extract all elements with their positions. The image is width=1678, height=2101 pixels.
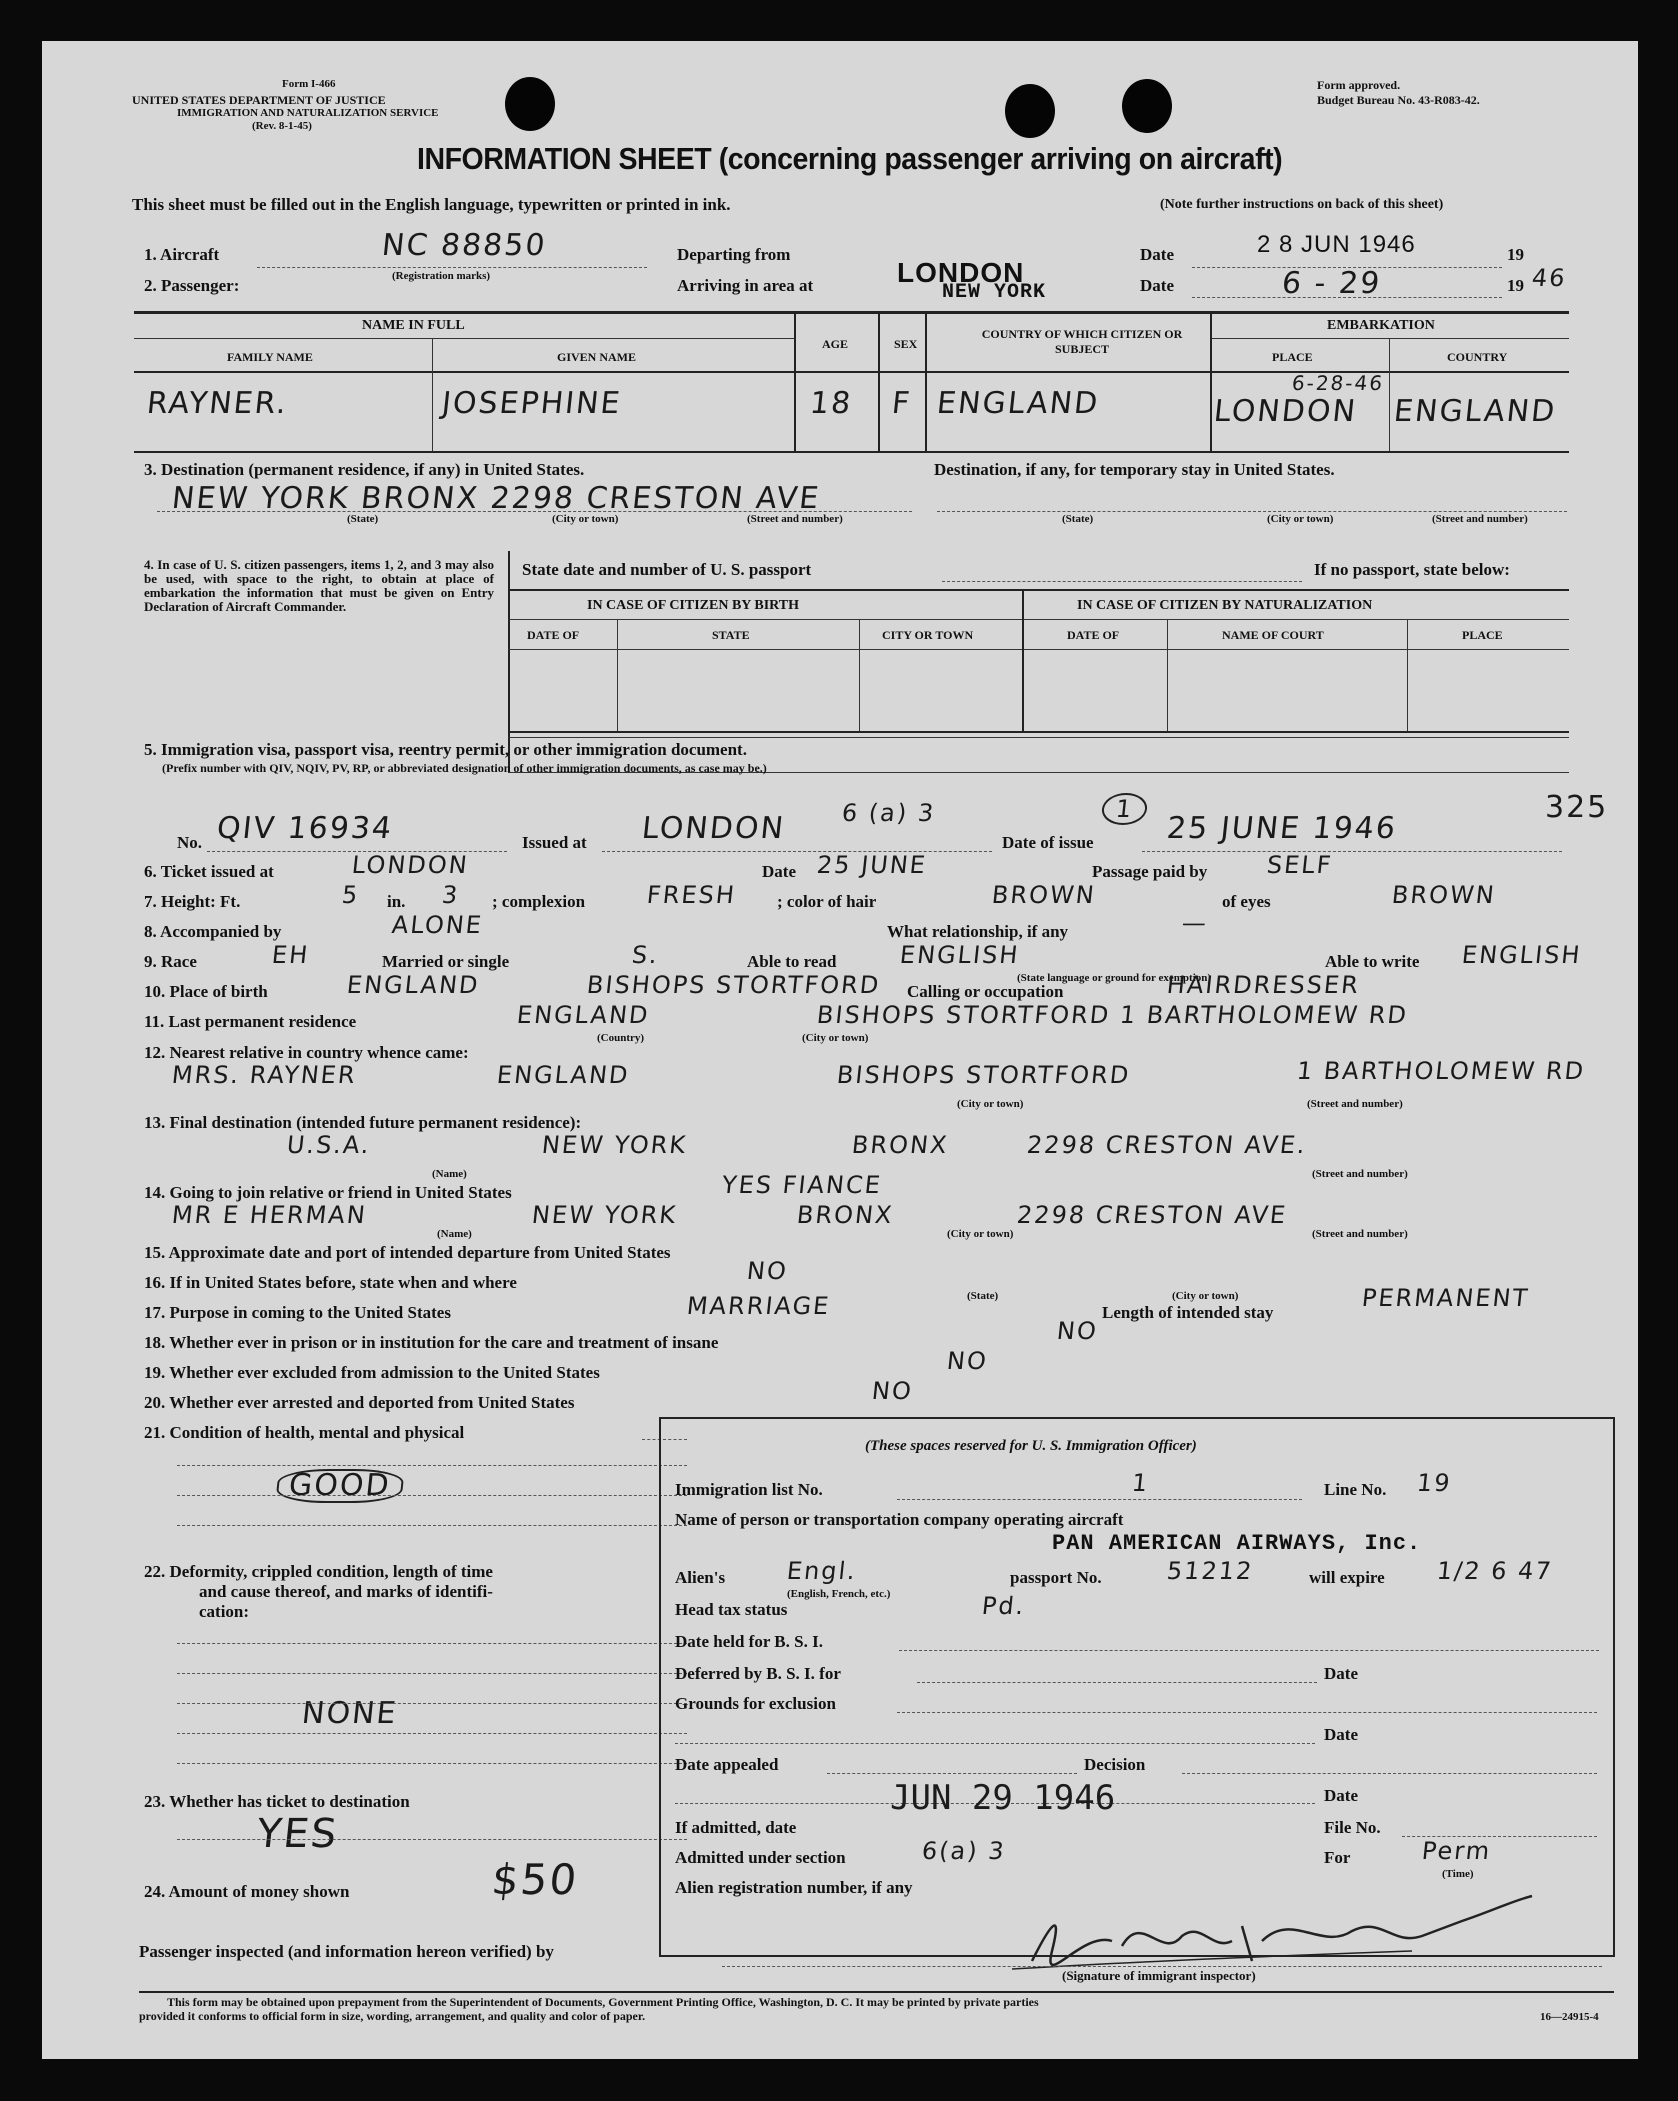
deformity-line-4 [177,1733,687,1734]
name-in-full-header: NAME IN FULL [362,318,465,333]
final-country-value: U.S.A. [285,1131,373,1159]
destination-state-caption: (State) [347,513,379,525]
deported-value: NO [870,1377,915,1405]
line-number-label: Line No. [1324,1480,1387,1499]
date-of-issue-line [1142,851,1562,852]
departing-label: Departing from [677,245,791,264]
eye-color-value: BROWN [1390,881,1498,909]
height-inches-label: in. [387,892,406,911]
birth-city-header: CITY OR TOWN [882,628,974,642]
health-line-4 [177,1525,687,1526]
length-of-stay-label: Length of intended stay [1102,1303,1274,1322]
age-value: 18 [808,386,855,421]
health-line-2 [177,1465,687,1466]
time-caption: (Time) [1442,1868,1474,1880]
embarkation-place-value: LONDON [1212,394,1359,429]
purpose-value: MARRIAGE [685,1292,832,1320]
admitted-date-stamp: JUN 29 1946 [890,1778,1116,1818]
aircraft-line [257,267,647,268]
passenger-label: 2. Passenger: [144,276,240,295]
passport-number-label: passport No. [1010,1568,1102,1587]
back-note: (Note further instructions on back of this sheet) [1160,197,1444,212]
destination-line [157,511,912,512]
visa-section-value: 6 (a) 3 [840,799,937,827]
relative-city-value: BISHOPS STORTFORD [835,1061,1132,1089]
operator-value: PAN AMERICAN AIRWAYS, Inc. [1052,1531,1422,1556]
age-header: AGE [822,337,849,351]
us-passport-label: State date and number of U. S. passport [522,560,812,579]
joining-state-value: NEW YORK [530,1201,679,1229]
r17-city-caption: (City or town) [1172,1290,1239,1302]
relationship-value: — [1180,909,1210,937]
aircraft-label: 1. Aircraft [144,245,220,264]
health-label: 21. Condition of health, mental and physical [144,1423,465,1442]
row4-col-2 [859,619,860,731]
sex-value: F [890,386,914,421]
grounds-label: Grounds for exclusion [675,1694,836,1713]
operator-label: Name of person or transportation company operating aircraft [675,1510,1124,1529]
row4-bottom-rule [508,731,1569,733]
immigration-list-value: 1 [1130,1469,1151,1497]
punch-hole-center [1005,84,1055,138]
admitted-date-label: If admitted, date [675,1818,797,1837]
bsi-deferred-line [917,1682,1317,1683]
family-name-value: RAYNER. [145,386,290,421]
signature-caption: (Signature of immigrant inspector) [1062,1968,1256,1983]
date-of-issue-value: 25 JUNE 1946 [1165,811,1399,846]
grounds-line-2 [675,1743,1315,1744]
married-value: S. [630,941,661,969]
passport-expire-value: 1/2 6 47 [1435,1557,1555,1585]
col-divider-6 [1389,338,1390,451]
destination-label: 3. Destination (permanent residence, if any) in United States. [144,460,585,479]
deformity-line-3 [177,1703,687,1704]
information-sheet-form [42,41,1638,2059]
head-tax-label: Head tax status [675,1600,788,1619]
arriving-value: NEW YORK [942,281,1047,304]
r14-city-caption: (City or town) [947,1228,1014,1240]
footer-notice-line2: provided it conforms to official form in size, wording, arrangement, and quality and color of paper. [139,2009,646,2023]
relationship-label: What relationship, if any [887,922,1069,941]
money-shown-value: $50 [489,1855,581,1904]
row4-col-1 [617,619,618,731]
deformity-label: 22. Deformity, crippled condition, length of time [144,1562,493,1581]
r12-city-caption: (City or town) [957,1098,1024,1110]
ticket-date-value: 25 JUNE [815,851,929,879]
arrival-date-label: Date [1140,276,1174,295]
given-name-header: GIVEN NAME [557,350,637,364]
naturalization-place-header: PLACE [1462,628,1503,642]
registration-marks-caption: (Registration marks) [392,270,491,282]
place-of-birth-label: 10. Place of birth [144,982,268,1001]
deformity-label-line2: and cause thereof, and marks of identifi- [199,1582,493,1601]
row4-bottom-rule-2 [508,737,1569,738]
passage-paid-value: SELF [1265,851,1335,879]
married-label: Married or single [382,952,510,971]
embarkation-header: EMBARKATION [1327,318,1435,333]
arriving-label: Arriving in area at [677,276,814,295]
arrival-year-prefix: 19 [1507,276,1524,295]
form-approved: Form approved. [1317,78,1401,92]
arrival-year-value: 46 [1530,264,1569,292]
last-residence-address-value: BISHOPS STORTFORD 1 BARTHOLOMEW RD [815,1001,1410,1029]
occupation-value: HAIRDRESSER [1165,971,1362,999]
us-passport-line [942,581,1302,582]
birth-city-value: BISHOPS STORTFORD [585,971,882,999]
table-top-border [134,311,1569,314]
immigration-document-label: 5. Immigration visa, passport visa, reentry permit, or other immigration document. [144,740,747,759]
r13-name-caption: (Name) [432,1168,467,1180]
aircraft-value: NC 88850 [380,228,549,263]
aliens-language-caption: (English, French, etc.) [787,1588,891,1600]
punch-hole-right [1122,79,1172,133]
for-label: For [1324,1848,1351,1867]
document-prefix-note: (Prefix number with QIV, NQIV, PV, RP, or abbreviated designation of other immigration documents, as case may be.) [162,761,767,775]
signature-line [722,1966,1602,1967]
height-feet-value: 5 [340,881,361,909]
passport-number-value: 51212 [1165,1557,1255,1585]
col-divider-1 [432,338,433,451]
final-state-value: NEW YORK [540,1131,689,1159]
citizen-by-naturalization-header: IN CASE OF CITIZEN BY NATURALIZATION [1077,598,1373,613]
ticket-destination-line [177,1839,687,1840]
decision-line [1182,1773,1597,1774]
given-name-value: JOSEPHINE [440,386,624,421]
instruction-text: This sheet must be filled out in the English language, typewritten or printed in ink. [132,195,731,214]
date-of-issue-label: Date of issue [1002,833,1094,852]
arrival-date-line [1192,297,1502,298]
embarkation-date-value: 6-28-46 [1290,371,1386,395]
issued-at-line [602,851,992,852]
grounds-line-1 [897,1712,1597,1713]
height-label: 7. Height: Ft. [144,892,241,911]
page-title: INFORMATION SHEET (concerning passenger arriving on aircraft) [417,141,1283,176]
destination-value: NEW YORK BRONX 2298 CRESTON AVE [170,481,823,516]
relative-name-value: MRS. RAYNER [170,1061,359,1089]
ticket-destination-value: YES [254,1811,341,1857]
visa-number-label: No. [177,833,203,852]
excluded-label: 19. Whether ever excluded from admission to the United States [144,1363,600,1382]
money-shown-label: 24. Amount of money shown [144,1882,350,1901]
prison-label: 18. Whether ever in prison or in institution for the care and treatment of insane [144,1333,719,1352]
joining-name-value: MR E HERMAN [170,1201,369,1229]
departure-date-label: Date [1140,245,1174,264]
destination-city-caption: (City or town) [552,513,619,525]
bsi-deferred-label: Deferred by B. S. I. for [675,1664,841,1683]
issued-at-label: Issued at [522,833,587,852]
citizen-passenger-note: 4. In case of U. S. citizen passengers, items 1, 2, and 3 may also be used, with space to the right, to obtain at place of embarkation the information that must be given on Entry Declaration of Aircraft Commander. [144,557,494,614]
able-to-read-value: ENGLISH [898,941,1021,969]
prior-visit-value: NO [745,1257,790,1285]
race-label: 9. Race [144,952,197,971]
row4-col-3 [1022,589,1024,731]
issued-at-value: LONDON [640,811,787,846]
r14-street-caption: (Street and number) [1312,1228,1408,1240]
revision-date: (Rev. 8-1-45) [252,120,312,132]
complexion-label: ; complexion [492,892,586,911]
alien-registration-label: Alien registration number, if any [675,1878,913,1897]
arrival-date-value: 6 - 29 [1280,266,1384,301]
occupation-label: Calling or occupation [907,982,1064,1001]
height-inches-value: 3 [440,881,461,909]
department-line: UNITED STATES DEPARTMENT OF JUSTICE [132,93,386,107]
immigration-list-label: Immigration list No. [675,1480,823,1499]
r17-state-caption: (State) [967,1290,999,1302]
row4-col-5 [1407,619,1408,731]
table-bottom-border [134,451,1569,453]
inspected-by-label: Passenger inspected (and information hereon verified) by [139,1942,554,1961]
col-divider-4 [925,311,927,451]
hair-color-value: BROWN [990,881,1098,909]
health-line-3 [177,1495,687,1496]
grounds-date-label: Date [1324,1725,1358,1744]
embarkation-country-value: ENGLAND [1392,394,1559,429]
deformity-line-1 [177,1643,687,1644]
departure-date-value: 2 8 JUN 1946 [1257,231,1416,258]
final-city-value: BRONX [850,1131,950,1159]
deformity-line-2 [177,1673,687,1674]
decision-label: Decision [1084,1755,1146,1774]
punch-hole-left [505,77,555,131]
birth-country-value: ENGLAND [345,971,481,999]
form-number: Form I-466 [282,78,336,90]
accompanied-by-label: 8. Accompanied by [144,922,282,941]
nearest-relative-label: 12. Nearest relative in country whence came: [144,1043,469,1062]
service-line: IMMIGRATION AND NATURALIZATION SERVICE [177,107,439,119]
footer-rule [139,1991,1614,1993]
r11-country-caption: (Country) [597,1032,645,1044]
health-value: GOOD [275,1469,404,1503]
place-header: PLACE [1272,350,1313,364]
deported-label: 20. Whether ever arrested and deported from United States [144,1393,575,1412]
naturalization-date-header: DATE OF [1067,628,1120,642]
joining-relative-label: 14. Going to join relative or friend in United States [144,1183,512,1202]
bsi-held-line [899,1650,1599,1651]
ticket-destination-label: 23. Whether has ticket to destination [144,1792,410,1811]
bsi-date-label: Date [1324,1664,1358,1683]
last-residence-country-value: ENGLAND [515,1001,651,1029]
row4-header-rule [508,649,1569,650]
race-value: EH [270,941,311,969]
appealed-line [827,1773,1077,1774]
aliens-label: Alien's [675,1568,726,1587]
immigration-list-line [897,1499,1302,1500]
visa-number-value: QIV 16934 [215,811,395,846]
ticket-issued-label: 6. Ticket issued at [144,862,274,881]
joining-relationship-value: YES FIANCE [720,1171,884,1199]
accompanied-by-value: ALONE [390,911,485,939]
col-divider-3 [878,311,880,451]
language-exemption-caption: (State language or ground for exemption) [1017,972,1212,984]
court-name-header: NAME OF COURT [1222,628,1324,642]
relative-street-value: 1 BARTHOLOMEW RD [1295,1057,1587,1085]
decision-date-label: Date [1324,1786,1358,1805]
appealed-label: Date appealed [675,1755,779,1774]
joining-street-value: 2298 CRESTON AVE [1015,1201,1289,1229]
able-to-write-label: Able to write [1325,952,1420,971]
joining-city-value: BRONX [795,1201,895,1229]
temporary-destination-label: Destination, if any, for temporary stay in United States. [934,460,1335,479]
print-code: 16—24915-4 [1540,2011,1599,2023]
col-divider-2 [794,311,796,451]
citizen-by-birth-header: IN CASE OF CITIZEN BY BIRTH [587,598,800,613]
admitted-section-value: 6(a) 3 [920,1837,1008,1865]
row4-mid-rule [508,619,1569,620]
length-of-stay-value: PERMANENT [1360,1284,1531,1312]
r14-name-caption: (Name) [437,1228,472,1240]
stamp-number: 325 [1545,790,1609,825]
row4-top-rule [508,589,1569,591]
final-destination-label: 13. Final destination (intended future permanent residence): [144,1113,582,1132]
hair-color-label: ; color of hair [777,892,877,911]
excluded-value: NO [945,1347,990,1375]
bsi-held-label: Date held for B. S. I. [675,1632,823,1651]
deformity-label-line3: cation: [199,1602,250,1621]
temp-state-caption: (State) [1062,513,1094,525]
deformity-value: NONE [300,1696,400,1731]
name-header-divider [134,338,794,339]
file-number-label: File No. [1324,1818,1381,1837]
last-residence-label: 11. Last permanent residence [144,1012,357,1031]
aliens-value: Engl. [785,1557,859,1585]
able-to-write-value: ENGLISH [1460,941,1583,969]
admitted-section-label: Admitted under section [675,1848,846,1867]
temporary-destination-line [937,511,1567,512]
family-name-header: FAMILY NAME [227,350,313,364]
eye-color-label: of eyes [1222,892,1271,911]
no-passport-label: If no passport, state below: [1314,560,1510,579]
able-to-read-label: Able to read [747,952,837,971]
col-divider-5 [1210,311,1212,451]
head-tax-value: Pd. [980,1592,1027,1620]
officer-box-header: (These spaces reserved for U. S. Immigration Officer) [865,1438,1197,1454]
departing-value: LONDON [897,257,1025,288]
passage-paid-label: Passage paid by [1092,862,1208,881]
footer-notice-line1: This form may be obtained upon prepayment from the Superintendent of Documents, Government Printing Office, Washington, D. C. It may be printed by private parties [167,1995,1039,2009]
country-citizen-header: COUNTRY OF WHICH CITIZEN OR SUBJECT [981,327,1183,356]
deformity-line-5 [177,1763,687,1764]
line-number-value: 19 [1415,1469,1454,1497]
departure-intent-label: 15. Approximate date and port of intended departure from United States [144,1243,671,1262]
passport-expire-label: will expire [1309,1568,1385,1587]
departure-year-prefix: 19 [1507,245,1524,264]
citizen-country-value: ENGLAND [935,386,1102,421]
temp-street-caption: (Street and number) [1432,513,1528,525]
final-street-value: 2298 CRESTON AVE. [1025,1131,1309,1159]
sex-header: SEX [894,337,918,351]
prior-visit-label: 16. If in United States before, state when and where [144,1273,517,1292]
destination-street-caption: (Street and number) [747,513,843,525]
country-header: COUNTRY [1447,350,1508,364]
birth-state-header: STATE [712,628,750,642]
purpose-label: 17. Purpose in coming to the United States [144,1303,451,1322]
inspector-signature [992,1891,1552,1976]
ticket-issued-value: LONDON [350,851,471,879]
temp-city-caption: (City or town) [1267,513,1334,525]
budget-bureau-number: Budget Bureau No. 43-R083-42. [1317,93,1480,107]
birth-date-header: DATE OF [527,628,580,642]
ticket-date-label: Date [762,862,796,881]
complexion-value: FRESH [645,881,738,909]
relative-country-value: ENGLAND [495,1061,631,1089]
row4-col-4 [1167,619,1168,731]
r13-street-caption: (Street and number) [1312,1168,1408,1180]
prison-value: NO [1055,1317,1100,1345]
r12-street-caption: (Street and number) [1307,1098,1403,1110]
r11-city-caption: (City or town) [802,1032,869,1044]
for-value: Perm [1420,1837,1493,1865]
circled-number: 1 [1100,793,1149,825]
